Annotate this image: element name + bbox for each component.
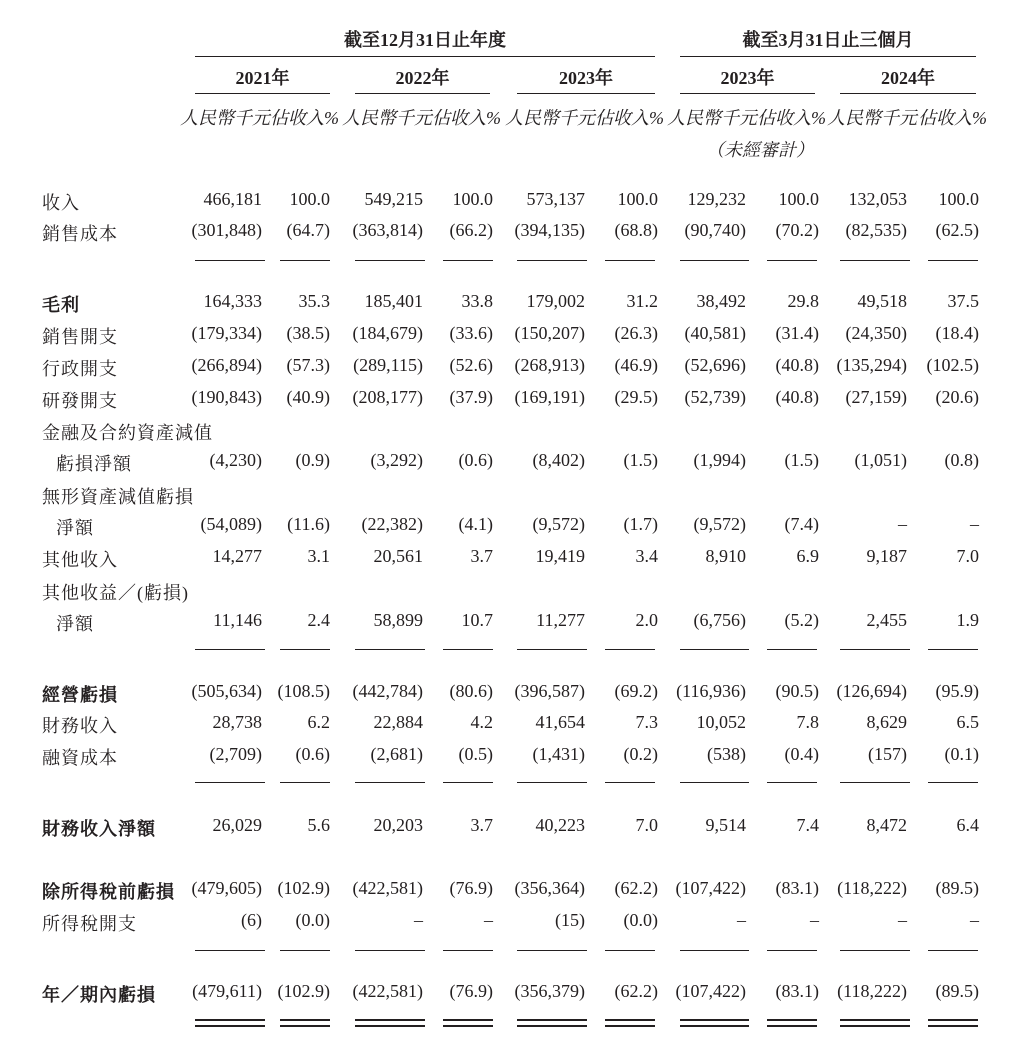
total-double-underline xyxy=(767,1019,817,1021)
unit-header: 人民幣千元 xyxy=(505,108,595,128)
row-label: 銷售成本 xyxy=(42,224,118,244)
total-double-underline xyxy=(840,1025,910,1027)
table-cell: (80.6) xyxy=(449,681,493,701)
table-cell: (31.4) xyxy=(775,323,819,343)
table-cell: 1.9 xyxy=(956,610,979,630)
table-cell: (69.2) xyxy=(614,681,658,701)
row-label: 財務收入 xyxy=(42,716,118,736)
table-cell: (18.4) xyxy=(935,323,979,343)
table-cell: (90,740) xyxy=(684,220,746,240)
table-cell: 7.3 xyxy=(635,712,658,732)
subtotal-underline xyxy=(840,649,910,650)
table-cell: (150,207) xyxy=(514,323,585,343)
subtotal-underline xyxy=(605,782,655,783)
table-cell: (356,364) xyxy=(514,878,585,898)
table-cell: (208,177) xyxy=(352,387,423,407)
subtotal-underline xyxy=(517,260,587,261)
table-cell: 22,884 xyxy=(373,712,423,732)
table-cell: (46.9) xyxy=(614,355,658,375)
subtotal-underline xyxy=(840,782,910,783)
table-cell: (396,587) xyxy=(514,681,585,701)
table-cell: 33.8 xyxy=(461,291,493,311)
table-cell: (442,784) xyxy=(352,681,423,701)
table-cell: (38.5) xyxy=(286,323,330,343)
table-cell: 466,181 xyxy=(203,189,262,209)
total-double-underline xyxy=(195,1025,265,1027)
table-cell: 35.3 xyxy=(298,291,330,311)
unit-header: 佔收入% xyxy=(595,108,664,128)
table-cell: (394,135) xyxy=(514,220,585,240)
table-cell: (0.1) xyxy=(944,744,979,764)
total-double-underline xyxy=(280,1025,330,1027)
year-underline xyxy=(680,93,815,94)
table-cell: (40.8) xyxy=(775,387,819,407)
unit-header: 佔收入% xyxy=(918,108,987,128)
table-cell: (1,994) xyxy=(693,450,746,470)
subtotal-underline xyxy=(195,950,265,951)
table-cell: (107,422) xyxy=(675,981,746,1001)
table-cell: 164,333 xyxy=(203,291,262,311)
table-cell: 100.0 xyxy=(778,189,819,209)
table-cell: (169,191) xyxy=(514,387,585,407)
year-header: 2022年 xyxy=(395,68,450,88)
row-label: 行政開支 xyxy=(42,359,118,379)
row-label-continued: 淨額 xyxy=(56,518,94,538)
table-cell: (6,756) xyxy=(693,610,746,630)
total-double-underline xyxy=(280,1019,330,1021)
subtotal-underline xyxy=(840,950,910,951)
subtotal-underline xyxy=(680,260,749,261)
total-double-underline xyxy=(767,1025,817,1027)
year-header: 2021年 xyxy=(235,68,290,88)
table-cell: (0.2) xyxy=(623,744,658,764)
table-cell: (184,679) xyxy=(352,323,423,343)
table-cell: 7.0 xyxy=(956,546,979,566)
table-cell: 10.7 xyxy=(461,610,493,630)
table-cell: (479,611) xyxy=(192,981,262,1001)
table-cell: (268,913) xyxy=(514,355,585,375)
total-double-underline xyxy=(443,1025,493,1027)
table-cell: 8,910 xyxy=(705,546,746,566)
row-label: 毛利 xyxy=(42,295,80,315)
table-cell: 129,232 xyxy=(687,189,746,209)
table-cell: (0.0) xyxy=(623,910,658,930)
table-cell: (68.8) xyxy=(614,220,658,240)
total-double-underline xyxy=(195,1019,265,1021)
subtotal-underline xyxy=(195,260,265,261)
table-cell: (83.1) xyxy=(775,878,819,898)
table-cell: – xyxy=(970,910,979,930)
table-cell: (40.8) xyxy=(775,355,819,375)
table-cell: (22,382) xyxy=(361,514,423,534)
table-cell: (505,634) xyxy=(191,681,262,701)
subtotal-underline xyxy=(767,950,817,951)
table-cell: (24,350) xyxy=(845,323,907,343)
table-cell: 40,223 xyxy=(535,815,585,835)
table-cell: (538) xyxy=(707,744,746,764)
table-cell: (82,535) xyxy=(845,220,907,240)
table-cell: 41,654 xyxy=(535,712,585,732)
subtotal-underline xyxy=(280,649,330,650)
table-cell: (479,605) xyxy=(191,878,262,898)
row-label: 其他收益／(虧損) xyxy=(42,583,189,603)
table-cell: (27,159) xyxy=(845,387,907,407)
table-cell: – xyxy=(970,514,979,534)
table-cell: (37.9) xyxy=(449,387,493,407)
table-cell: – xyxy=(810,910,819,930)
table-cell: (301,848) xyxy=(191,220,262,240)
row-label: 年／期內虧損 xyxy=(42,985,156,1005)
table-cell: (102.9) xyxy=(277,981,330,1001)
table-cell: 11,146 xyxy=(213,610,262,630)
row-label-continued: 淨額 xyxy=(56,614,94,634)
row-label: 無形資產減值虧損 xyxy=(42,487,194,507)
table-cell: (422,581) xyxy=(352,981,423,1001)
table-cell: (6) xyxy=(241,910,262,930)
table-cell: (1.5) xyxy=(623,450,658,470)
subtotal-underline xyxy=(767,260,817,261)
subtotal-underline xyxy=(517,782,587,783)
row-label: 其他收入 xyxy=(42,550,118,570)
unit-header: 人民幣千元 xyxy=(667,108,757,128)
table-cell: 3.1 xyxy=(307,546,330,566)
row-label: 除所得稅前虧損 xyxy=(42,882,175,902)
table-cell: (135,294) xyxy=(836,355,907,375)
table-cell: 3.7 xyxy=(470,546,493,566)
table-cell: (179,334) xyxy=(191,323,262,343)
subtotal-underline xyxy=(443,260,493,261)
table-cell: 100.0 xyxy=(452,189,493,209)
table-cell: 37.5 xyxy=(947,291,979,311)
table-cell: (29.5) xyxy=(614,387,658,407)
table-cell: 5.6 xyxy=(307,815,330,835)
table-cell: 132,053 xyxy=(848,189,907,209)
row-label: 研發開支 xyxy=(42,391,118,411)
total-double-underline xyxy=(605,1019,655,1021)
subtotal-underline xyxy=(195,649,265,650)
row-label-continued: 虧損淨額 xyxy=(56,454,132,474)
table-cell: 6.4 xyxy=(956,815,979,835)
subtotal-underline xyxy=(605,260,655,261)
subtotal-underline xyxy=(928,782,978,783)
table-cell: 38,492 xyxy=(696,291,746,311)
subtotal-underline xyxy=(517,649,587,650)
table-cell: 7.8 xyxy=(796,712,819,732)
table-cell: 10,052 xyxy=(696,712,746,732)
unit-header: 人民幣千元 xyxy=(342,108,432,128)
table-cell: (356,379) xyxy=(514,981,585,1001)
table-cell: (0.9) xyxy=(295,450,330,470)
table-cell: (4,230) xyxy=(209,450,262,470)
table-cell: 179,002 xyxy=(526,291,585,311)
table-cell: 6.2 xyxy=(307,712,330,732)
table-cell: (0.4) xyxy=(784,744,819,764)
subtotal-underline xyxy=(680,950,749,951)
total-double-underline xyxy=(928,1025,978,1027)
table-cell: (54,089) xyxy=(200,514,262,534)
table-cell: 4.2 xyxy=(470,712,493,732)
table-cell: (26.3) xyxy=(614,323,658,343)
table-cell: (4.1) xyxy=(458,514,493,534)
table-cell: (8,402) xyxy=(532,450,585,470)
table-cell: – xyxy=(737,910,746,930)
subtotal-underline xyxy=(767,782,817,783)
table-cell: 11,277 xyxy=(536,610,585,630)
row-label: 銷售開支 xyxy=(42,327,118,347)
table-cell: – xyxy=(898,514,907,534)
row-label: 收入 xyxy=(42,193,80,213)
table-cell: (1.5) xyxy=(784,450,819,470)
table-cell: 20,203 xyxy=(373,815,423,835)
subtotal-underline xyxy=(355,782,425,783)
year-header: 2023年 xyxy=(720,68,775,88)
table-cell: 549,215 xyxy=(364,189,423,209)
table-cell: (57.3) xyxy=(286,355,330,375)
subtotal-underline xyxy=(355,260,425,261)
table-cell: – xyxy=(898,910,907,930)
table-cell: (62.5) xyxy=(935,220,979,240)
table-cell: (40,581) xyxy=(684,323,746,343)
table-cell: (0.8) xyxy=(944,450,979,470)
table-cell: (64.7) xyxy=(286,220,330,240)
table-cell: (90.5) xyxy=(775,681,819,701)
unit-header: 佔收入% xyxy=(432,108,501,128)
total-double-underline xyxy=(443,1019,493,1021)
subtotal-underline xyxy=(195,782,265,783)
row-label: 財務收入淨額 xyxy=(42,819,156,839)
table-cell: 3.7 xyxy=(470,815,493,835)
table-cell: 19,419 xyxy=(535,546,585,566)
total-double-underline xyxy=(355,1019,425,1021)
total-double-underline xyxy=(517,1019,587,1021)
row-label: 金融及合約資產減值 xyxy=(42,423,213,443)
row-label: 經營虧損 xyxy=(42,685,118,705)
table-cell: (15) xyxy=(555,910,585,930)
table-cell: 14,277 xyxy=(212,546,262,566)
table-cell: (0.6) xyxy=(295,744,330,764)
table-cell: (9,572) xyxy=(693,514,746,534)
subtotal-underline xyxy=(517,950,587,951)
table-cell: (2,681) xyxy=(370,744,423,764)
year-underline xyxy=(195,93,330,94)
table-cell: (102.9) xyxy=(277,878,330,898)
table-cell: (20.6) xyxy=(935,387,979,407)
table-cell: (9,572) xyxy=(532,514,585,534)
table-cell: 7.0 xyxy=(635,815,658,835)
table-cell: (3,292) xyxy=(370,450,423,470)
row-label: 融資成本 xyxy=(42,748,118,768)
subtotal-underline xyxy=(605,649,655,650)
table-cell: (11.6) xyxy=(287,514,330,534)
group-underline xyxy=(680,56,976,57)
table-cell: (1.7) xyxy=(623,514,658,534)
year-underline xyxy=(840,93,976,94)
table-cell: – xyxy=(484,910,493,930)
subtotal-underline xyxy=(680,782,749,783)
table-cell: 8,472 xyxy=(866,815,907,835)
subtotal-underline xyxy=(355,950,425,951)
table-cell: (0.0) xyxy=(295,910,330,930)
year-header: 2024年 xyxy=(881,68,935,88)
total-double-underline xyxy=(680,1025,749,1027)
table-cell: 9,187 xyxy=(866,546,907,566)
table-cell: (157) xyxy=(868,744,907,764)
group-header-quarter: 截至3月31日止三個月 xyxy=(742,30,914,50)
table-cell: (266,894) xyxy=(191,355,262,375)
table-cell: (2,709) xyxy=(209,744,262,764)
table-cell: (108.5) xyxy=(277,681,330,701)
table-cell: (0.5) xyxy=(458,744,493,764)
subtotal-underline xyxy=(767,649,817,650)
table-cell: (89.5) xyxy=(935,981,979,1001)
total-double-underline xyxy=(355,1025,425,1027)
table-cell: 2.0 xyxy=(635,610,658,630)
table-cell: 49,518 xyxy=(857,291,907,311)
year-header: 2023年 xyxy=(559,68,613,88)
total-double-underline xyxy=(517,1025,587,1027)
total-double-underline xyxy=(840,1019,910,1021)
table-cell: 26,029 xyxy=(212,815,262,835)
table-cell: (422,581) xyxy=(352,878,423,898)
subtotal-underline xyxy=(680,649,749,650)
table-cell: 7.4 xyxy=(796,815,819,835)
table-cell: 3.4 xyxy=(635,546,658,566)
subtotal-underline xyxy=(928,649,978,650)
table-cell: 29.8 xyxy=(787,291,819,311)
table-cell: (289,115) xyxy=(353,355,423,375)
total-double-underline xyxy=(928,1019,978,1021)
row-label: 所得稅開支 xyxy=(42,914,137,934)
table-cell: (118,222) xyxy=(837,981,907,1001)
table-cell: (7.4) xyxy=(784,514,819,534)
table-cell: 8,629 xyxy=(866,712,907,732)
subtotal-underline xyxy=(928,950,978,951)
table-cell: (5.2) xyxy=(784,610,819,630)
table-cell: (66.2) xyxy=(449,220,493,240)
subtotal-underline xyxy=(605,950,655,951)
subtotal-underline xyxy=(443,950,493,951)
table-cell: (116,936) xyxy=(676,681,746,701)
table-cell: 58,899 xyxy=(373,610,423,630)
unit-header: 佔收入% xyxy=(757,108,826,128)
table-cell: (33.6) xyxy=(449,323,493,343)
table-cell: (76.9) xyxy=(449,878,493,898)
table-cell: (1,051) xyxy=(854,450,907,470)
table-cell: (62.2) xyxy=(614,878,658,898)
table-cell: (70.2) xyxy=(775,220,819,240)
table-cell: (95.9) xyxy=(935,681,979,701)
subtotal-underline xyxy=(280,782,330,783)
table-cell: (118,222) xyxy=(837,878,907,898)
group-underline xyxy=(195,56,655,57)
table-cell: 28,738 xyxy=(212,712,262,732)
subtotal-underline xyxy=(443,649,493,650)
table-cell: 6.5 xyxy=(956,712,979,732)
total-double-underline xyxy=(680,1019,749,1021)
subtotal-underline xyxy=(355,649,425,650)
table-cell: 31.2 xyxy=(626,291,658,311)
table-cell: (40.9) xyxy=(286,387,330,407)
table-cell: (0.6) xyxy=(458,450,493,470)
year-underline xyxy=(517,93,655,94)
table-cell: 2,455 xyxy=(866,610,907,630)
table-cell: 20,561 xyxy=(373,546,423,566)
subtotal-underline xyxy=(280,950,330,951)
year-underline xyxy=(355,93,490,94)
table-cell: (102.5) xyxy=(926,355,979,375)
table-cell: 6.9 xyxy=(796,546,819,566)
table-cell: 2.4 xyxy=(307,610,330,630)
table-cell: (62.2) xyxy=(614,981,658,1001)
table-cell: 100.0 xyxy=(617,189,658,209)
table-cell: (1,431) xyxy=(532,744,585,764)
subtotal-underline xyxy=(443,782,493,783)
subtotal-underline xyxy=(928,260,978,261)
table-cell: 100.0 xyxy=(289,189,330,209)
table-cell: 573,137 xyxy=(526,189,585,209)
unit-header: 佔收入% xyxy=(270,108,339,128)
table-cell: 100.0 xyxy=(938,189,979,209)
unaudited-note: （未經審計） xyxy=(706,140,814,160)
table-cell: (190,843) xyxy=(191,387,262,407)
table-cell: (52.6) xyxy=(449,355,493,375)
subtotal-underline xyxy=(280,260,330,261)
table-cell: (107,422) xyxy=(675,878,746,898)
total-double-underline xyxy=(605,1025,655,1027)
table-cell: 9,514 xyxy=(705,815,746,835)
table-cell: (52,696) xyxy=(684,355,746,375)
unit-header: 人民幣千元 xyxy=(180,108,270,128)
subtotal-underline xyxy=(840,260,910,261)
group-header-years: 截至12月31日止年度 xyxy=(344,30,506,50)
unit-header: 人民幣千元 xyxy=(827,108,917,128)
table-cell: (76.9) xyxy=(449,981,493,1001)
table-cell: (89.5) xyxy=(935,878,979,898)
table-cell: (52,739) xyxy=(684,387,746,407)
table-cell: (83.1) xyxy=(775,981,819,1001)
table-cell: – xyxy=(414,910,423,930)
table-cell: (363,814) xyxy=(352,220,423,240)
table-cell: (126,694) xyxy=(836,681,907,701)
table-cell: 185,401 xyxy=(364,291,423,311)
